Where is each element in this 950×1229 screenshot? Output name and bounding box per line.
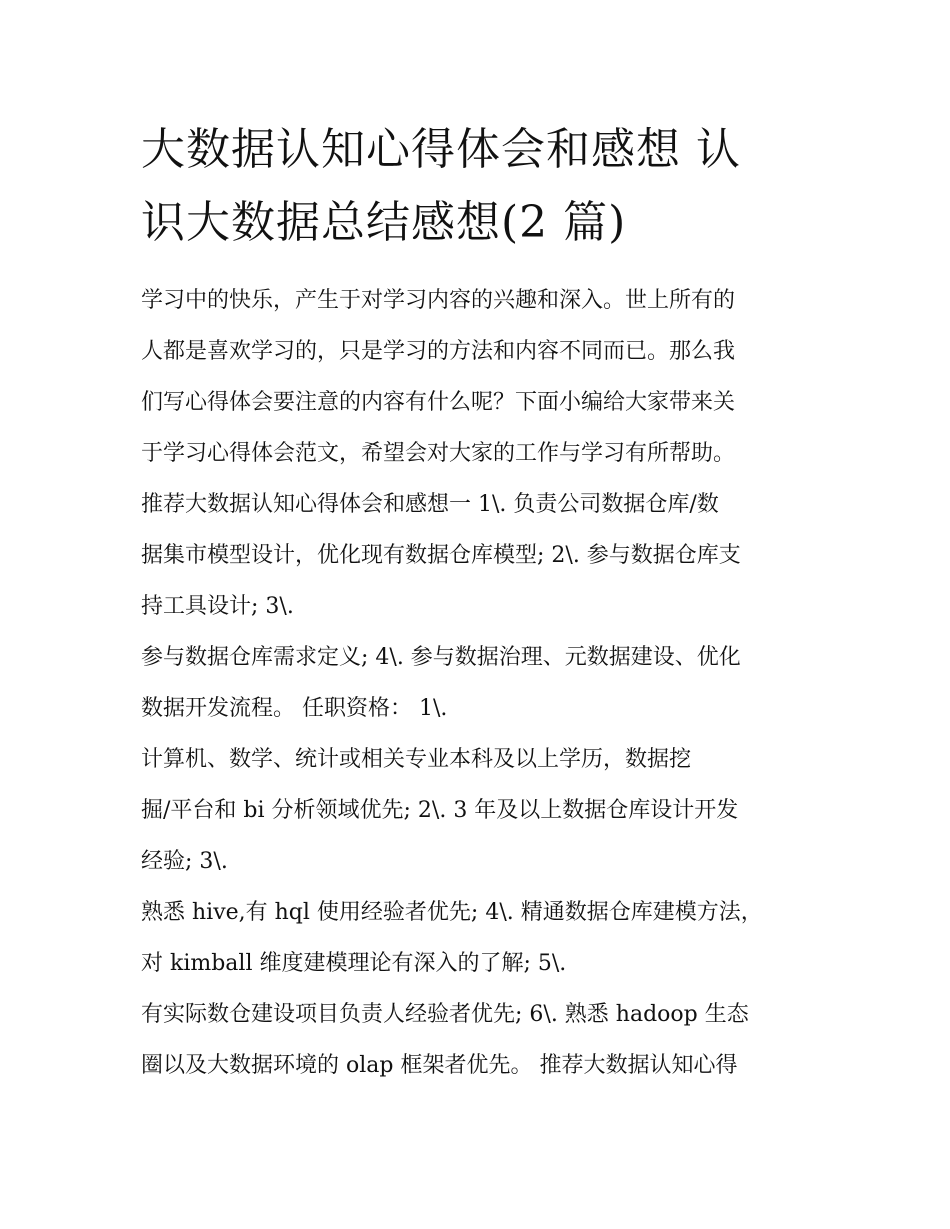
- body-line: 人都是喜欢学习的，只是学习的方法和内容不同而已。那么我: [141, 339, 736, 364]
- body-line: 据集市模型设计，优化现有数据仓库模型; 2\. 参与数据仓库支: [141, 543, 741, 568]
- body-line: 于学习心得体会范文，希望会对大家的工作与学习有所帮助。: [141, 441, 736, 466]
- body-line: 们写心得体会要注意的内容有什么呢？下面小编给大家带来关: [141, 390, 736, 415]
- document-body: [141, 280, 821, 1096]
- document-title: [141, 113, 821, 259]
- body-line: 圈以及大数据环境的 olap 框架者优先。 推荐大数据认知心得: [141, 1053, 738, 1078]
- body-line: 参与数据仓库需求定义; 4\. 参与数据治理、元数据建设、优化: [141, 645, 741, 670]
- body-line: 推荐大数据认知心得体会和感想一 1\. 负责公司数据仓库/数: [141, 492, 719, 517]
- body-line: 掘/平台和 bi 分析领域优先; 2\. 3 年及以上数据仓库设计开发: [141, 798, 739, 823]
- body-line: 熟悉 hive,有 hql 使用经验者优先; 4\. 精通数据仓库建模方法，: [141, 900, 763, 925]
- body-line: 学习中的快乐，产生于对学习内容的兴趣和深入。世上所有的: [141, 288, 736, 313]
- body-line: 有实际数仓建设项目负责人经验者优先; 6\. 熟悉 hadoop 生态: [141, 1002, 749, 1027]
- title-line-1: 大数据认知心得体会和感想 认: [141, 124, 741, 175]
- body-line: 持工具设计; 3\.: [141, 594, 294, 619]
- body-line: 数据开发流程。 任职资格： 1\.: [141, 696, 448, 721]
- title-line-2: 识大数据总结感想(2 篇): [141, 197, 627, 248]
- body-line: 经验; 3\.: [141, 849, 228, 874]
- body-line: 对 kimball 维度建模理论有深入的了解; 5\.: [141, 951, 567, 976]
- body-line: 计算机、数学、统计或相关专业本科及以上学历，数据挖: [141, 747, 692, 772]
